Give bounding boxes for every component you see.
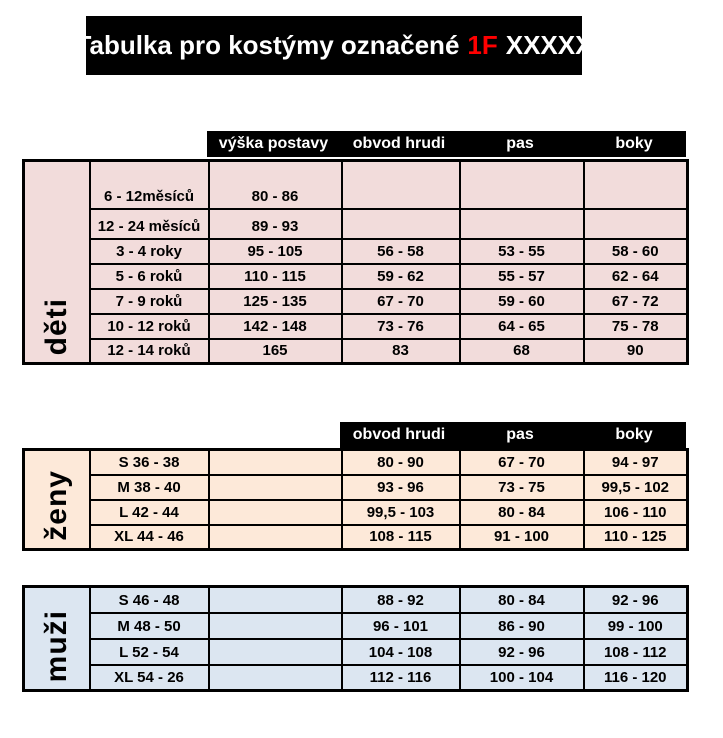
group-cell-muzi xyxy=(24,587,90,691)
size-value-cell: 55 - 57 xyxy=(460,264,584,289)
deti-table xyxy=(22,159,689,365)
row-label: S 36 - 38 xyxy=(90,450,209,475)
row-label: 12 - 24 měsíců xyxy=(90,209,209,239)
size-value-cell: 80 - 84 xyxy=(460,587,584,613)
row-label: 6 - 12měsíců xyxy=(90,161,209,209)
table-row xyxy=(24,314,688,339)
table-row xyxy=(24,475,688,500)
row-label: 7 - 9 roků xyxy=(90,289,209,314)
title-bar xyxy=(75,16,593,75)
row-label: 12 - 14 roků xyxy=(90,339,209,364)
size-value-cell: 80 - 86 xyxy=(209,161,342,209)
size-value-cell: 64 - 65 xyxy=(460,314,584,339)
size-value-cell: 116 - 120 xyxy=(584,665,688,691)
row-label: 5 - 6 roků xyxy=(90,264,209,289)
size-value-cell: 75 - 78 xyxy=(584,314,688,339)
size-value-cell: 104 - 108 xyxy=(342,639,460,665)
size-value-cell: 92 - 96 xyxy=(460,639,584,665)
deti-header-bar xyxy=(207,131,686,157)
size-value-cell xyxy=(342,161,460,209)
title-text: Tabulka pro kostýmy označené xyxy=(75,30,460,60)
title-suffix: XXXXX xyxy=(505,30,593,60)
size-value-cell: 67 - 72 xyxy=(584,289,688,314)
size-value-cell: 56 - 58 xyxy=(342,239,460,264)
size-value-cell: 92 - 96 xyxy=(584,587,688,613)
size-value-cell: 165 xyxy=(209,339,342,364)
table-row xyxy=(24,289,688,314)
size-value-cell: 73 - 75 xyxy=(460,475,584,500)
table-row xyxy=(24,587,688,613)
size-value-cell: 110 - 115 xyxy=(209,264,342,289)
row-label: L 42 - 44 xyxy=(90,500,209,525)
size-value-cell xyxy=(209,475,342,500)
zeny-table xyxy=(22,448,689,551)
size-value-cell: 96 - 101 xyxy=(342,613,460,639)
size-value-cell: 59 - 62 xyxy=(342,264,460,289)
size-value-cell xyxy=(584,161,688,209)
column-header-pas: pas xyxy=(506,135,534,152)
table-row xyxy=(24,525,688,550)
size-value-cell: 112 - 116 xyxy=(342,665,460,691)
row-label: 3 - 4 roky xyxy=(90,239,209,264)
table-row xyxy=(24,639,688,665)
size-value-cell: 142 - 148 xyxy=(209,314,342,339)
title-code-highlight: 1F xyxy=(467,30,498,60)
size-value-cell xyxy=(209,639,342,665)
table-row xyxy=(24,239,688,264)
group-label-zeny: ženy xyxy=(39,470,73,541)
size-value-cell: 90 xyxy=(584,339,688,364)
column-header-boky: boky xyxy=(615,135,653,152)
size-value-cell xyxy=(209,665,342,691)
size-value-cell: 99,5 - 103 xyxy=(342,500,460,525)
size-value-cell: 125 - 135 xyxy=(209,289,342,314)
size-value-cell: 68 xyxy=(460,339,584,364)
size-value-cell: 110 - 125 xyxy=(584,525,688,550)
table-row xyxy=(24,161,688,209)
size-value-cell: 53 - 55 xyxy=(460,239,584,264)
group-label-deti: děti xyxy=(39,297,73,355)
size-value-cell: 108 - 112 xyxy=(584,639,688,665)
table-row xyxy=(24,613,688,639)
size-value-cell: 83 xyxy=(342,339,460,364)
size-value-cell: 62 - 64 xyxy=(584,264,688,289)
column-header-boky: boky xyxy=(615,426,653,443)
table-row xyxy=(24,450,688,475)
table-row xyxy=(24,665,688,691)
size-value-cell xyxy=(342,209,460,239)
row-label: M 38 - 40 xyxy=(90,475,209,500)
row-label: XL 44 - 46 xyxy=(90,525,209,550)
size-value-cell xyxy=(460,209,584,239)
group-cell-zeny xyxy=(24,450,90,550)
size-value-cell: 99,5 - 102 xyxy=(584,475,688,500)
muzi-table xyxy=(22,585,689,692)
size-value-cell: 108 - 115 xyxy=(342,525,460,550)
row-label: XL 54 - 26 xyxy=(90,665,209,691)
table-row xyxy=(24,339,688,364)
size-value-cell: 91 - 100 xyxy=(460,525,584,550)
size-value-cell: 99 - 100 xyxy=(584,613,688,639)
size-value-cell xyxy=(209,587,342,613)
size-value-cell xyxy=(584,209,688,239)
table-row xyxy=(24,264,688,289)
column-header-obvod-hrudi: obvod hrudi xyxy=(352,426,446,443)
size-value-cell: 80 - 90 xyxy=(342,450,460,475)
size-value-cell: 67 - 70 xyxy=(460,450,584,475)
row-label: S 46 - 48 xyxy=(90,587,209,613)
column-header-vyska-postavy: výška postavy xyxy=(218,135,329,152)
size-value-cell: 95 - 105 xyxy=(209,239,342,264)
zeny-header-bar xyxy=(340,422,686,448)
size-value-cell: 89 - 93 xyxy=(209,209,342,239)
size-value-cell xyxy=(460,161,584,209)
size-value-cell xyxy=(209,450,342,475)
table-row xyxy=(24,500,688,525)
column-header-pas: pas xyxy=(506,426,534,443)
size-value-cell: 59 - 60 xyxy=(460,289,584,314)
size-value-cell: 100 - 104 xyxy=(460,665,584,691)
size-value-cell: 58 - 60 xyxy=(584,239,688,264)
size-value-cell xyxy=(209,500,342,525)
size-value-cell xyxy=(209,613,342,639)
size-value-cell: 88 - 92 xyxy=(342,587,460,613)
size-value-cell: 106 - 110 xyxy=(584,500,688,525)
size-value-cell: 93 - 96 xyxy=(342,475,460,500)
table-row xyxy=(24,209,688,239)
row-label: M 48 - 50 xyxy=(90,613,209,639)
size-value-cell: 94 - 97 xyxy=(584,450,688,475)
row-label: L 52 - 54 xyxy=(90,639,209,665)
group-cell-deti xyxy=(24,161,90,364)
column-header-obvod-hrudi: obvod hrudi xyxy=(352,135,446,152)
size-value-cell: 67 - 70 xyxy=(342,289,460,314)
row-label: 10 - 12 roků xyxy=(90,314,209,339)
size-value-cell: 86 - 90 xyxy=(460,613,584,639)
size-value-cell: 73 - 76 xyxy=(342,314,460,339)
size-value-cell: 80 - 84 xyxy=(460,500,584,525)
group-label-muzi: muži xyxy=(39,609,73,682)
size-value-cell xyxy=(209,525,342,550)
